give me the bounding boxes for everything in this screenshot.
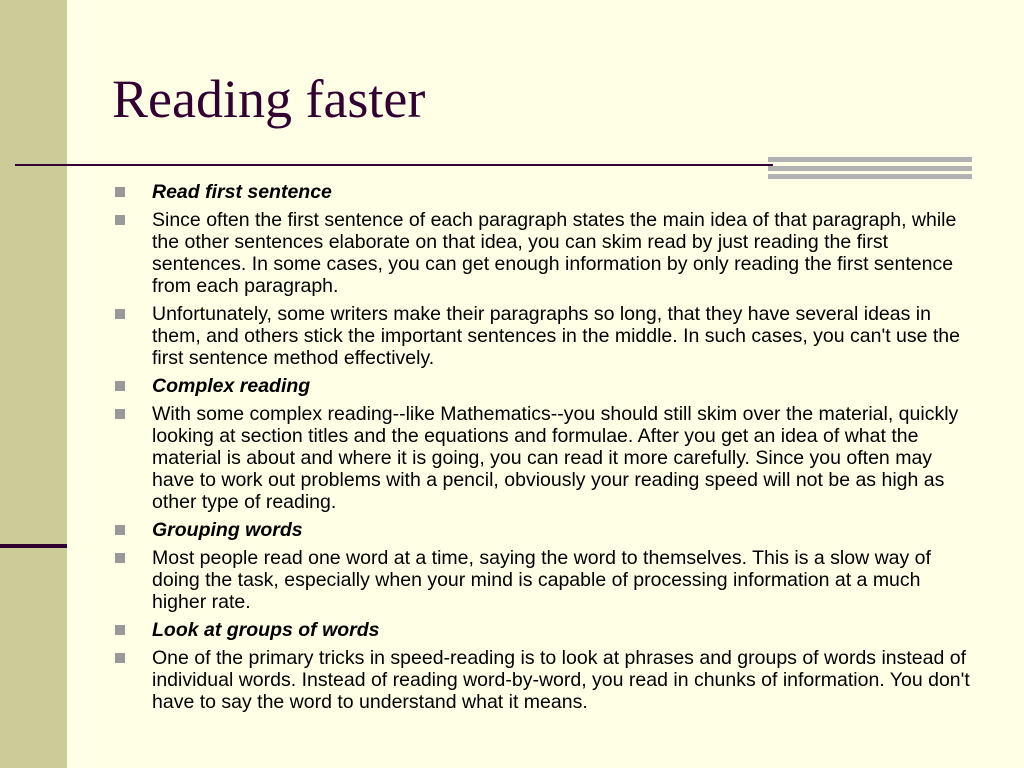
- bullet-text: With some complex reading--like Mathematics--you should still skim over the material, quickly looking at section titles and the equations and formulae. After you get an idea of what the material is about and where it is going, you can read it more carefully. Since you often may have to work out problems with a pencil, obviously your reading speed will not be as high as other type of reading.: [152, 403, 959, 513]
- title-divider: [15, 164, 773, 166]
- bullet-heading: [112, 181, 972, 203]
- stripe: [768, 174, 972, 179]
- square-bullet-icon: [115, 553, 125, 563]
- bullet-text: Unfortunately, some writers make their paragraphs so long, that they have several ideas in them, and others stick the important sentences in the middle. In such cases, you can't use the first sentence method effectively.: [152, 303, 960, 369]
- bullet-heading: [112, 519, 972, 541]
- square-bullet-icon: [115, 215, 125, 225]
- side-band: [0, 0, 67, 768]
- bullet-text: Complex reading: [152, 375, 311, 397]
- bullet-item: [112, 209, 972, 297]
- bullet-item: [112, 547, 972, 613]
- square-bullet-icon: [115, 409, 125, 419]
- square-bullet-icon: [115, 309, 125, 319]
- bullet-item: [112, 303, 972, 369]
- bullet-text: Grouping words: [152, 519, 303, 541]
- bullet-text: Since often the first sentence of each paragraph states the main idea of that paragraph, while the other sentences elaborate on that idea, you can skim read by just reading the first sentences. In some cases, you can get enough information by only reading the first sentence from each paragraph.: [152, 209, 957, 297]
- square-bullet-icon: [115, 625, 125, 635]
- bullet-text: One of the primary tricks in speed-reading is to look at phrases and groups of words instead of individual words. Instead of reading word-by-word, you read in chunks of information. You don't have to say the word to understand what it means.: [152, 647, 970, 713]
- square-bullet-icon: [115, 653, 125, 663]
- bullet-item: [112, 647, 972, 713]
- square-bullet-icon: [115, 381, 125, 391]
- slide-title: Reading faster: [112, 69, 426, 129]
- bullet-text: Read first sentence: [152, 181, 332, 203]
- bullet-text: Look at groups of words: [152, 619, 380, 641]
- bullet-heading: [112, 619, 972, 641]
- bullet-text: Most people read one word at a time, saying the word to themselves. This is a slow way of doing the task, especially when your mind is capable of processing information at a much higher rate.: [152, 547, 931, 613]
- stripe: [768, 166, 972, 171]
- bullet-item: [112, 403, 972, 513]
- square-bullet-icon: [115, 525, 125, 535]
- square-bullet-icon: [115, 187, 125, 197]
- decorative-stripes: [768, 157, 972, 179]
- stripe: [768, 157, 972, 162]
- bullet-heading: [112, 375, 972, 397]
- bullet-list: [112, 181, 972, 719]
- side-band-accent-line: [0, 544, 67, 548]
